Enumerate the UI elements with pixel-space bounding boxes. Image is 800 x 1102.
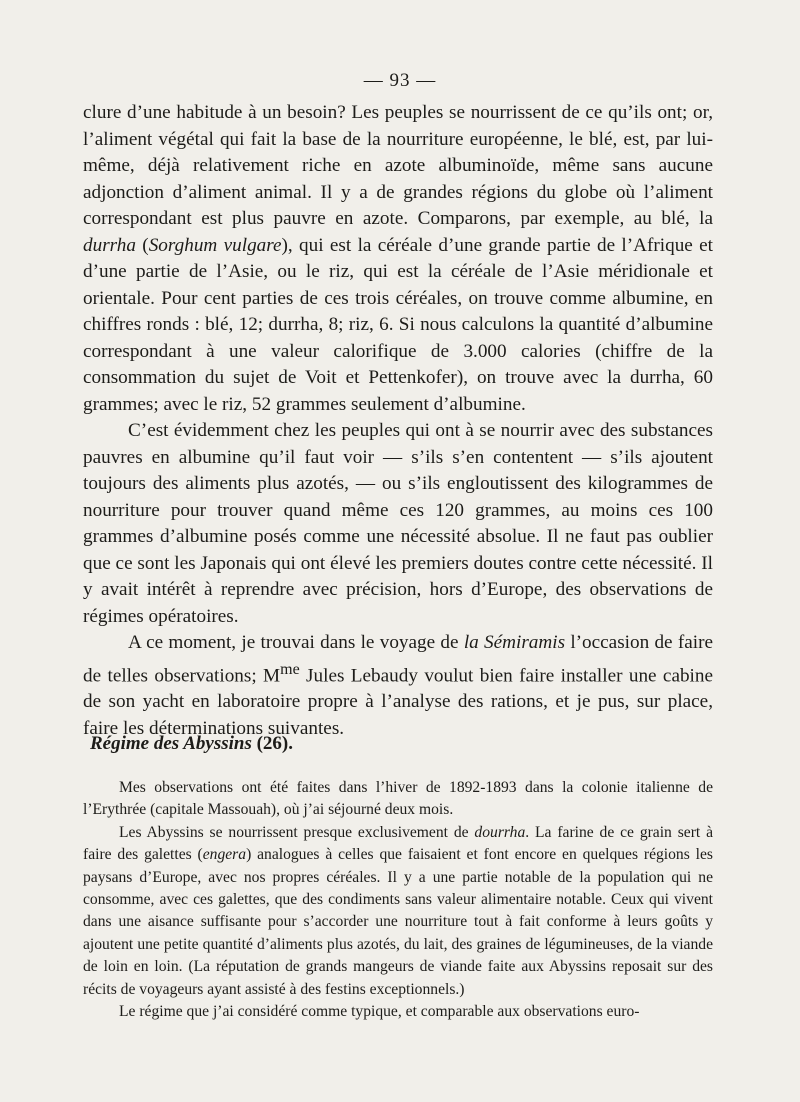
- title-superscript: me: [280, 660, 300, 678]
- small-paragraph-2-text-c: ) analogues à celles que faisaient et font encore en quelques régions les paysans d’Europe, avec nos propres céréales. Il y a une partie notable de la population qui ne consomme, avec ces galettes, que des condiments sans valeur alimentaire notable. Ceux qui vivent dans une aisance suffisante pour s’accorder une nourriture tout à fait conforme à leurs goûts y ajoutent une petite quantité d’aliments plus azotés, du lait, des graines de légumineuses, de la viande de loin en loin. (La réputation de grands mangeurs de viande faite aux Abyssins reposait sur des récits de voyageurs ayant assisté à des festins exceptionnels.): [83, 846, 713, 998]
- section-heading-period: .: [288, 733, 294, 754]
- paragraph-1-text-c: ), qui est la céréale d’une grande partie de l’Afrique et d’une partie de l’Asie, ou le riz, qui est la céréale de l’Asie méridionale et orientale. Pour cent parties de ces trois céréales, on trouve comme albumine, en chiffres ronds : blé, 12; durrha, 8; riz, 6. Si nous calculons la quantité d’albumine correspondant à une valeur calorifique de 3.000 calories (chiffre de la consommation du sujet de Voit et Pettenkofer), on trouve avec la durrha, 60 grammes; avec le riz, 52 grammes seulement d’albumine.: [83, 234, 714, 415]
- term-durrha: durrha: [83, 234, 136, 256]
- paragraph-1: [83, 100, 713, 418]
- section-title: Régime des Abyssins: [90, 733, 252, 754]
- main-text: [83, 100, 713, 742]
- paragraph-1-text-b: (: [135, 234, 149, 256]
- paragraph-2: C’est évidemment chez les peuples qui ont à se nourrir avec des substances pauvres en albumine qu’il faut voir — s’ils s’en contentent — s’ils ajoutent toujours des aliments plus azotés, — ou s’ils engloutissent des kilogrammes de nourriture pour trouver quand même ces 120 grammes, au moins ces 100 grammes d’albumine posés comme une nécessité absolue. Il ne faut pas oublier que ce sont les Japonais qui ont élevé les premiers doutes contre cette nécessité. Il y avait intérêt à reprendre avec précision, hors d’Europe, des observations de régimes opératoires.: [83, 420, 713, 627]
- ship-name: la Sémiramis: [463, 632, 566, 653]
- paragraph-1-text-a: clure d’une habitude à un besoin? Les peuples se nourrissent de ce qu’ils ont; or, l’aliment végétal qui fait la base de la nourriture européenne, le blé, est, par lui-même, déjà relativement riche en azote albuminoïde, même sans aucune adjonction d’aliment animal. Il y a de grandes régions du globe où l’aliment correspondant est plus pauvre en azote. Comparons, par exemple, au blé, la: [83, 102, 713, 229]
- paragraph-3-text-b: l’occasion de faire de telles observations; M: [83, 632, 714, 686]
- section-reference: (26): [256, 733, 289, 754]
- section-heading: [90, 733, 293, 755]
- term-dourrha: dourrha: [474, 823, 526, 841]
- section-body: [83, 777, 713, 1023]
- small-paragraph-2-text-b: . La farine de ce grain sert à faire des galettes (: [83, 823, 714, 864]
- small-paragraph-3: Le régime que j’ai considéré comme typique, et comparable aux observations euro-: [119, 1003, 640, 1021]
- term-engera: engera: [202, 846, 247, 864]
- page-number: — 93 —: [363, 70, 437, 91]
- term-sorghum-vulgare: Sorghum vulgare: [148, 234, 282, 256]
- small-paragraph-2: [83, 822, 713, 1001]
- paragraph-3: [83, 630, 713, 742]
- small-paragraph-2-text-a: Les Abyssins se nourrissent presque exclusivement de: [119, 823, 475, 841]
- small-paragraph-1: Mes observations ont été faites dans l’hiver de 1892-1893 dans la colonie italienne de l’Erythrée (capitale Massouah), où j’ai séjourné deux mois.: [83, 779, 713, 819]
- paragraph-3-text-c: Jules Lebaudy voulut bien faire installer une cabine de son yacht en laboratoire propre à l’analyse des rations, et je pus, sur place, faire les déterminations suivantes.: [83, 664, 714, 739]
- paragraph-3-text-a: A ce moment, je trouvai dans le voyage de: [128, 632, 464, 653]
